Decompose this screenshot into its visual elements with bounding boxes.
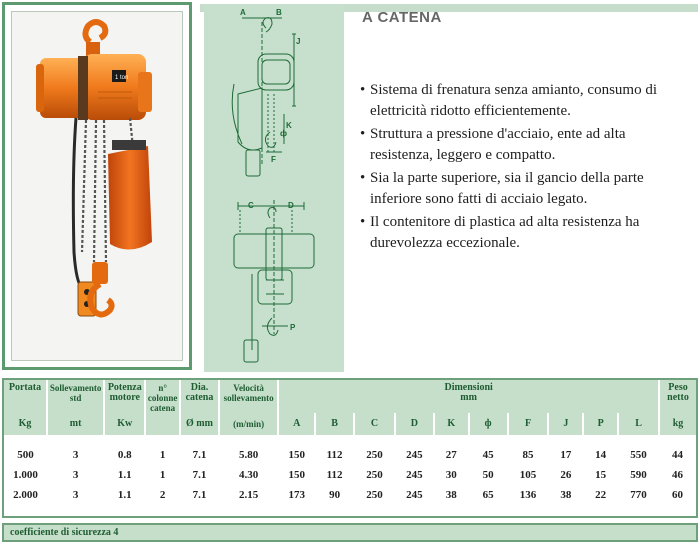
feature-item: • Sia la parte superiore, sia il gancio della parte inferiore sono fatti di acciaio legato. bbox=[360, 168, 690, 210]
header-peso: Peso netto bbox=[659, 380, 696, 413]
table-cell: 17 bbox=[560, 449, 572, 461]
table-cell: 2 bbox=[159, 489, 166, 501]
table-row bbox=[4, 435, 696, 465]
table-cell: 3 bbox=[72, 469, 79, 481]
dim-header-c: C bbox=[354, 413, 395, 435]
table-cell: 250 bbox=[366, 449, 383, 461]
dim-header-j: J bbox=[548, 413, 583, 435]
unit-dia: Ø mm bbox=[180, 413, 219, 435]
header-dimensioni-label: Dimensioni bbox=[444, 382, 493, 393]
dim-label-c: C bbox=[248, 201, 254, 210]
table-cell: 22 bbox=[595, 489, 607, 501]
table-cell: 250 bbox=[366, 489, 383, 501]
electric-chain-hoist-image bbox=[12, 12, 183, 361]
dim-header-phi: ф bbox=[469, 413, 508, 435]
dim-header-k: K bbox=[434, 413, 469, 435]
table-cell: 15 bbox=[595, 469, 607, 481]
table-cell: 2.000 bbox=[13, 489, 38, 501]
table-cell: 173 bbox=[288, 489, 305, 501]
table-cell: 0.8 bbox=[117, 449, 132, 461]
header-portata: Portata bbox=[4, 380, 47, 413]
table-cell: 65 bbox=[482, 489, 494, 501]
feature-list bbox=[360, 80, 690, 256]
table-cell: 26 bbox=[560, 469, 572, 481]
header-colonne: n° colonne catena bbox=[145, 380, 180, 413]
dim-header-d: D bbox=[395, 413, 434, 435]
table-cell: 90 bbox=[329, 489, 341, 501]
table-cell: 590 bbox=[630, 469, 647, 481]
table-cell: 112 bbox=[326, 449, 343, 461]
header-velocita: Velocità sollevamento bbox=[219, 380, 278, 413]
table-cell: 38 bbox=[560, 489, 572, 501]
table-cell: 245 bbox=[406, 469, 423, 481]
table-cell: 250 bbox=[366, 469, 383, 481]
table-cell: 14 bbox=[595, 449, 607, 461]
table-cell: 85 bbox=[522, 449, 534, 461]
dim-header-f: F bbox=[508, 413, 549, 435]
table-cell: 1.1 bbox=[117, 489, 132, 501]
table-cell: 30 bbox=[445, 469, 457, 481]
table-cell: 45 bbox=[482, 449, 494, 461]
table-cell: 3 bbox=[72, 489, 79, 501]
table-cell: 27 bbox=[445, 449, 457, 461]
table-cell: 1.1 bbox=[117, 469, 132, 481]
table-cell: 1.000 bbox=[13, 469, 38, 481]
unit-peso: kg bbox=[659, 413, 696, 435]
table-cell: 7.1 bbox=[192, 489, 207, 501]
feature-item: • Struttura a pressione d'acciaio, ente ad alta resistenza, leggero e compatto. bbox=[360, 124, 690, 166]
dim-label-p: P bbox=[290, 323, 296, 332]
table-cell: 7.1 bbox=[192, 449, 207, 461]
specs-table-body bbox=[4, 435, 696, 505]
table-cell: 150 bbox=[288, 449, 305, 461]
unit-potenza: Kw bbox=[104, 413, 145, 435]
dim-header-l: L bbox=[618, 413, 659, 435]
table-cell: 38 bbox=[445, 489, 457, 501]
unit-portata: Kg bbox=[4, 413, 47, 435]
header-potenza: Potenza motore bbox=[104, 380, 145, 413]
table-cell: 770 bbox=[630, 489, 647, 501]
table-cell: 245 bbox=[406, 489, 423, 501]
table-cell: 500 bbox=[17, 449, 34, 461]
table-row bbox=[4, 465, 696, 485]
dim-label-phi: ф bbox=[280, 129, 287, 138]
table-cell: 60 bbox=[672, 489, 683, 501]
hoist-capacity-label: 1 ton bbox=[115, 75, 129, 81]
dim-header-p: P bbox=[583, 413, 618, 435]
header-dimensioni-unit: mm bbox=[460, 392, 477, 403]
safety-coefficient-note: coefficiente di sicurezza 4 bbox=[2, 523, 698, 542]
unit-velocita: (m/min) bbox=[219, 413, 278, 435]
table-cell: 7.1 bbox=[192, 469, 207, 481]
product-photo-frame bbox=[2, 2, 192, 370]
unit-colonne bbox=[145, 413, 180, 435]
specs-table-wrapper bbox=[2, 378, 698, 518]
table-cell: 112 bbox=[326, 469, 343, 481]
feature-item: • Il contenitore di plastica ad alta resistenza ha durevolezza eccezionale. bbox=[360, 212, 690, 254]
header-dia: Dia. catena bbox=[180, 380, 219, 413]
dim-header-a: A bbox=[278, 413, 315, 435]
section-title: A CATENA bbox=[362, 9, 442, 26]
table-cell: 5.80 bbox=[238, 449, 259, 461]
table-cell: 150 bbox=[288, 469, 305, 481]
dimension-diagram bbox=[204, 4, 344, 372]
table-cell: 1 bbox=[159, 449, 166, 461]
product-photo bbox=[11, 11, 183, 361]
table-cell: 245 bbox=[406, 449, 423, 461]
dim-header-b: B bbox=[315, 413, 354, 435]
table-cell: 105 bbox=[519, 469, 537, 481]
specs-table bbox=[4, 380, 696, 505]
table-cell: 4.30 bbox=[238, 469, 259, 481]
dim-label-b: B bbox=[276, 8, 282, 17]
table-cell: 2.15 bbox=[238, 489, 259, 501]
table-cell: 1 bbox=[159, 469, 166, 481]
feature-item: • Sistema di frenatura senza amianto, consumo di elettricità ridotto efficientemente. bbox=[360, 80, 690, 122]
dim-label-j: J bbox=[296, 37, 301, 46]
table-cell: 46 bbox=[672, 469, 683, 481]
table-cell: 3 bbox=[72, 449, 79, 461]
table-cell: 550 bbox=[630, 449, 647, 461]
table-cell: 50 bbox=[482, 469, 494, 481]
dimension-drawing bbox=[204, 4, 344, 372]
table-cell: 44 bbox=[672, 449, 683, 461]
dim-label-k: K bbox=[286, 121, 292, 130]
table-row bbox=[4, 485, 696, 505]
header-sollevamento: Sollevamento std bbox=[47, 380, 104, 413]
dim-label-f: F bbox=[271, 155, 276, 164]
dim-label-a: A bbox=[240, 8, 246, 17]
table-cell: 136 bbox=[519, 489, 537, 501]
dim-label-d: D bbox=[288, 201, 294, 210]
unit-sollevamento: mt bbox=[47, 413, 104, 435]
header-dimensioni bbox=[278, 380, 659, 413]
